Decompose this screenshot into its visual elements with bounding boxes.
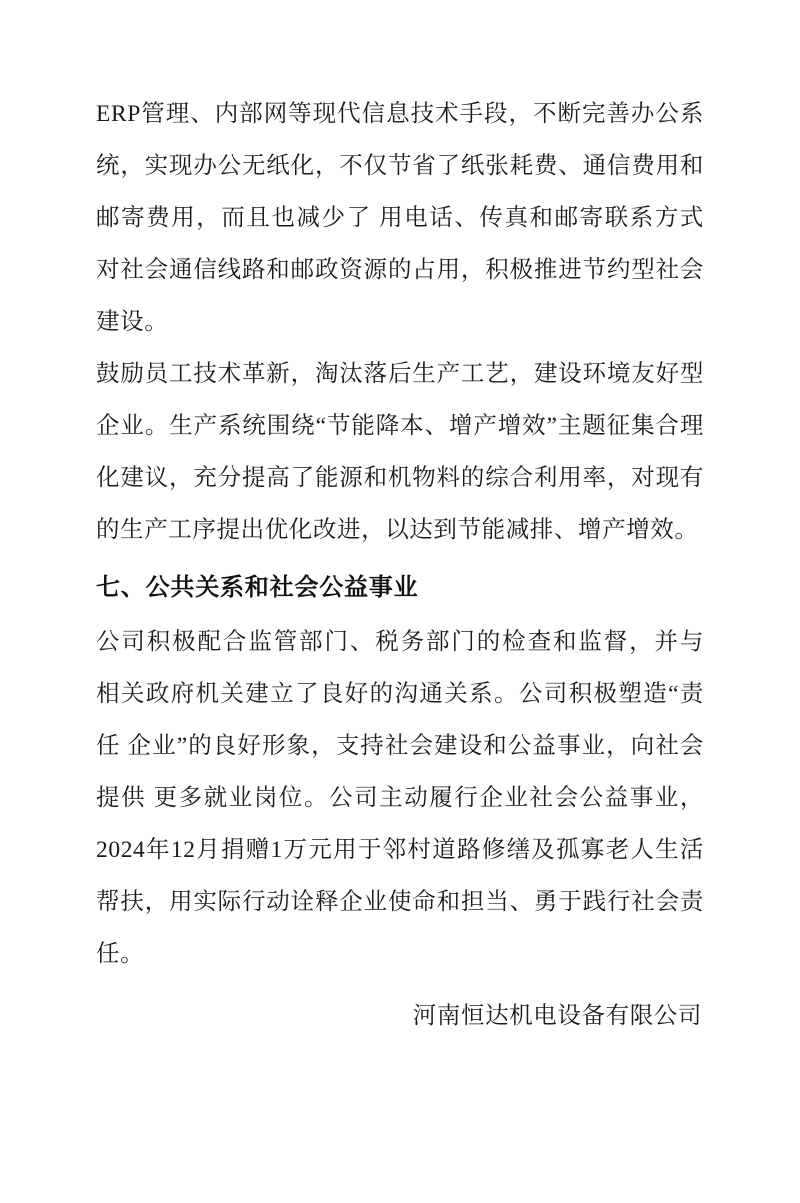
paragraph-public-welfare: 公司积极配合监管部门、税务部门的检查和监督，并与 相关政府机关建立了良好的沟通关系。公司积极塑造“责任 企业”的良好形象，支持社会建设和公益事业，向社会提供 更多就业岗位。公司主动履行企业社会公益事业，2024年12月捐赠1万元用于邻村道路修缮及孤寡老人生活帮扶，用实际行动诠释企业使命和担当、勇于践行社会责任。	[96, 629, 711, 967]
company-signature: 河南恒达机电设备有限公司	[412, 1003, 702, 1029]
document-body	[96, 88, 711, 1042]
paragraph-erp-management: ERP管理、内部网等现代信息技术手段，不断完善办公系统，实现办公无纸化，不仅节省了纸张耗费、通信费用和邮寄费用，而且也减少了 用电话、传真和邮寄联系方式对社会通信线路和邮政资源的占用，积极推进节约型社会建设。	[96, 101, 704, 335]
paragraph-technical-innovation: 鼓励员工技术革新，淘汰落后生产工艺，建设环境友好型企业。生产系统围绕“节能降本、增产增效”主题征集合理化建议，充分提高了能源和机物料的综合利用率，对现有的生产工序提出优化改进，以达到节能减排、增产增效。	[96, 361, 704, 543]
section-heading-public-relations: 七、公共关系和社会公益事业	[96, 575, 419, 601]
